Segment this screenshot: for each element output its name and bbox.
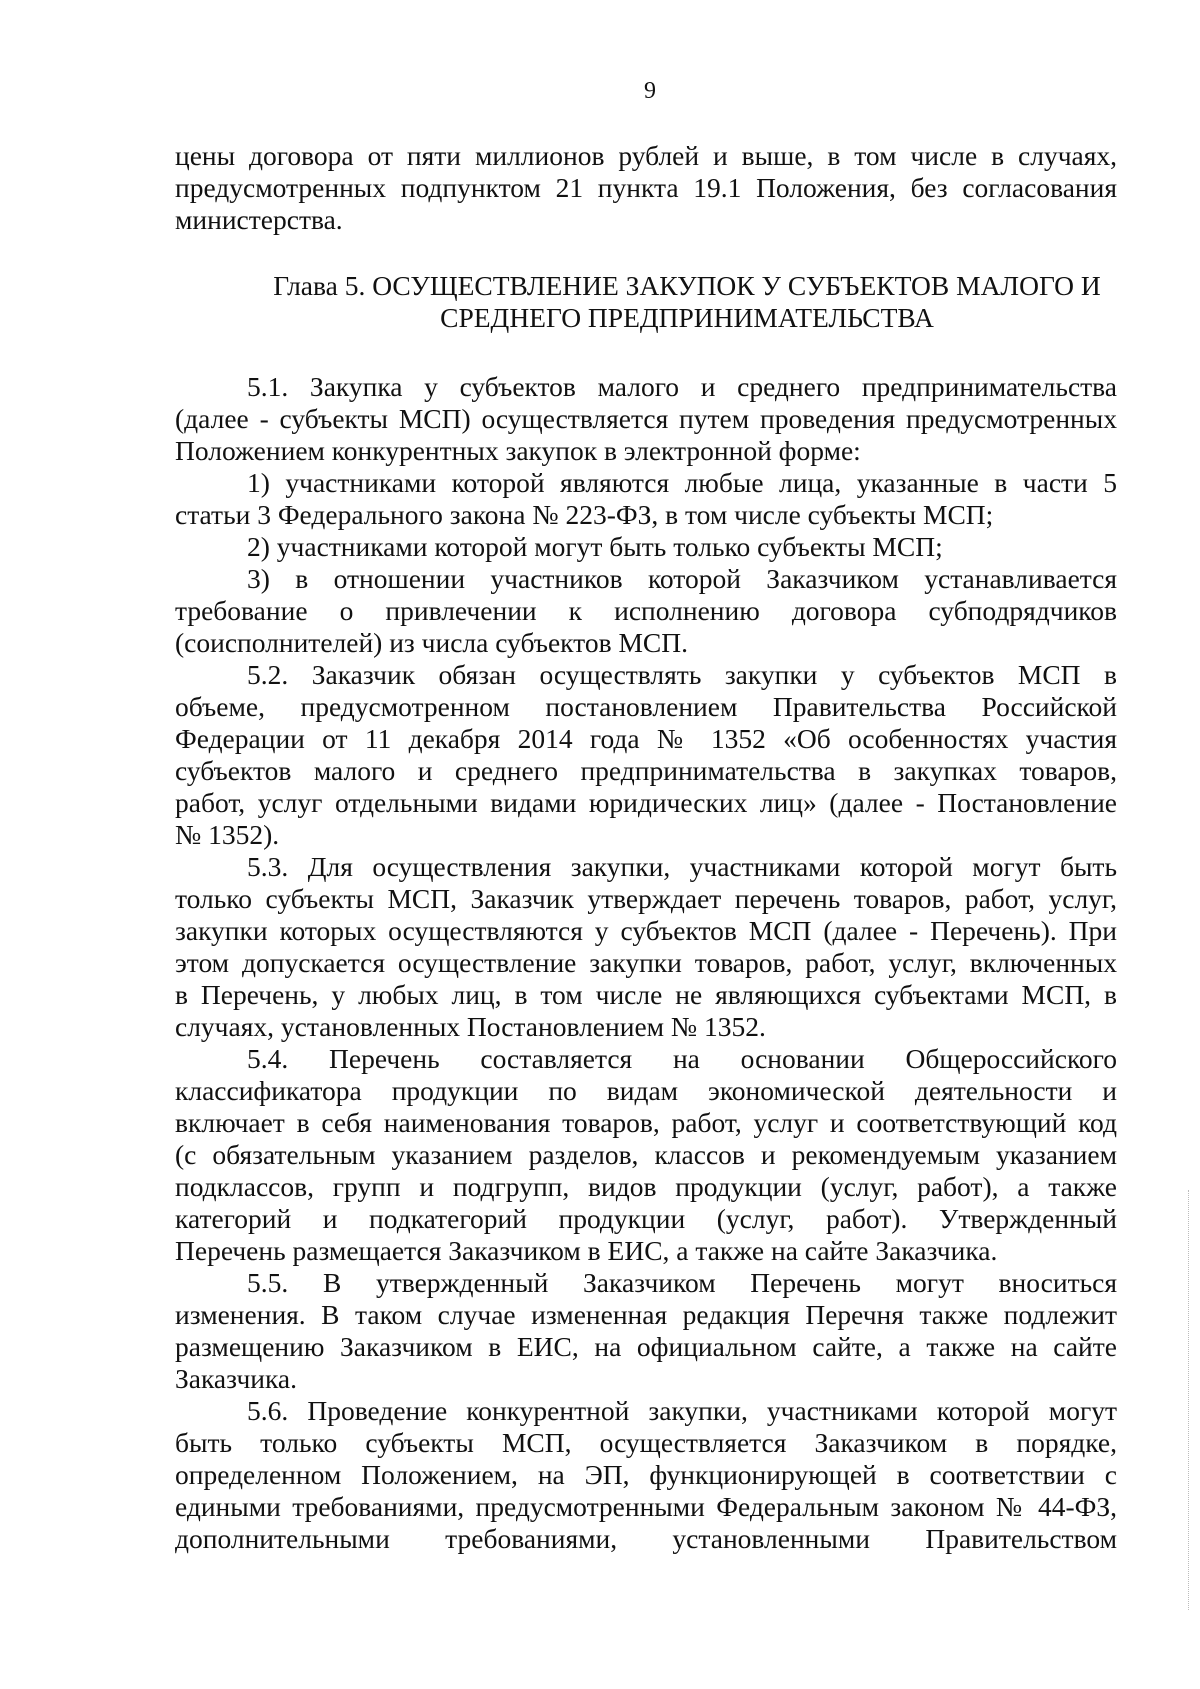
text-line: (соисполнителей) из числа субъектов МСП. xyxy=(175,627,688,658)
text-line: цены договора от пяти миллионов рублей и выше, в том числе в случаях, xyxy=(175,140,1117,171)
text-line: только субъекты МСП, Заказчик утверждает перечень товаров, работ, услуг, xyxy=(175,883,1117,914)
heading-line: СРЕДНЕГО ПРЕДПРИНИМАТЕЛЬСТВА xyxy=(440,302,934,333)
text-line: требование о привлечении к исполнению договора субподрядчиков xyxy=(175,595,1117,626)
text-line: (далее - субъекты МСП) осуществляется путем проведения предусмотренных xyxy=(175,403,1117,434)
text-line: случаях, установленных Постановлением № 1352. xyxy=(175,1011,766,1042)
chapter-heading xyxy=(175,270,1117,334)
heading-line: Глава 5. ОСУЩЕСТВЛЕНИЕ ЗАКУПОК У СУБЪЕКТОВ МАЛОГО И xyxy=(273,270,1101,301)
text-line: категорий и подкатегорий продукции (услуг, работ). Утвержденный xyxy=(175,1203,1117,1234)
text-line: определенном Положением, на ЭП, функционирующей в соответствии с xyxy=(175,1459,1117,1490)
text-line: едиными требованиями, предусмотренными Федеральным законом № 44-ФЗ, xyxy=(175,1491,1117,1522)
text-line: классификатора продукции по видам экономической деятельности и xyxy=(175,1075,1117,1106)
text-line: объеме, предусмотренном постановлением Правительства Российской xyxy=(175,691,1117,722)
text-line: Федерации от 11 декабря 2014 года № 1352 «Об особенностях участия xyxy=(175,723,1117,754)
text-line: работ, услуг отдельными видами юридических лиц» (далее - Постановление xyxy=(175,787,1117,818)
text-line: Заказчика. xyxy=(175,1363,298,1394)
text-line: размещению Заказчиком в ЕИС, на официальном сайте, а также на сайте xyxy=(175,1331,1117,1362)
text-line: Положением конкурентных закупок в электронной форме: xyxy=(175,435,861,466)
text-line: закупки которых осуществляются у субъектов МСП (далее - Перечень). При xyxy=(175,915,1117,946)
text-line: 5.4. Перечень составляется на основании Общероссийского xyxy=(247,1043,1117,1074)
text-line: дополнительными требованиями, установленными Правительством xyxy=(175,1523,1117,1554)
text-line: № 1352). xyxy=(175,819,280,850)
text-line: 5.2. Заказчик обязан осуществлять закупки у субъектов МСП в xyxy=(247,659,1117,690)
text-line: субъектов малого и среднего предпринимательства в закупках товаров, xyxy=(175,755,1117,786)
text-line: подклассов, групп и подгрупп, видов продукции (услуг, работ), а также xyxy=(175,1171,1117,1202)
text-line: Перечень размещается Заказчиком в ЕИС, а также на сайте Заказчика. xyxy=(175,1235,998,1266)
text-line: предусмотренных подпунктом 21 пункта 19.1 Положения, без согласования xyxy=(175,172,1117,203)
text-line: этом допускается осуществление закупки товаров, работ, услуг, включенных xyxy=(175,947,1117,978)
text-line: 5.3. Для осуществления закупки, участниками которой могут быть xyxy=(247,851,1117,882)
text-line: изменения. В таком случае измененная редакция Перечня также подлежит xyxy=(175,1299,1117,1330)
text-line: в Перечень, у любых лиц, в том числе не являющихся субъектами МСП, в xyxy=(175,979,1117,1010)
page-number: 9 xyxy=(644,78,656,104)
text-line: министерства. xyxy=(175,204,343,235)
text-line: 5.1. Закупка у субъектов малого и среднего предпринимательства xyxy=(247,371,1117,402)
text-line: (с обязательным указанием разделов, классов и рекомендуемым указанием xyxy=(175,1139,1117,1170)
text-line: статьи 3 Федерального закона № 223-ФЗ, в том числе субъекты МСП; xyxy=(175,499,994,530)
text-line: 5.5. В утвержденный Заказчиком Перечень могут вноситься xyxy=(247,1267,1117,1298)
text-line: 2) участниками которой могут быть только субъекты МСП; xyxy=(247,531,943,562)
scan-margin-marks xyxy=(1188,1190,1190,1610)
text-line: 3) в отношении участников которой Заказчиком устанавливается xyxy=(247,563,1117,594)
text-line: 1) участниками которой являются любые лица, указанные в части 5 xyxy=(247,467,1117,498)
text-line: 5.6. Проведение конкурентной закупки, участниками которой могут xyxy=(247,1395,1117,1426)
text-line: быть только субъекты МСП, осуществляется Заказчиком в порядке, xyxy=(175,1427,1117,1458)
chapter-body xyxy=(175,371,1117,1555)
intro-paragraph xyxy=(175,140,1117,236)
text-line: включает в себя наименования товаров, работ, услуг и соответствующий код xyxy=(175,1107,1117,1138)
